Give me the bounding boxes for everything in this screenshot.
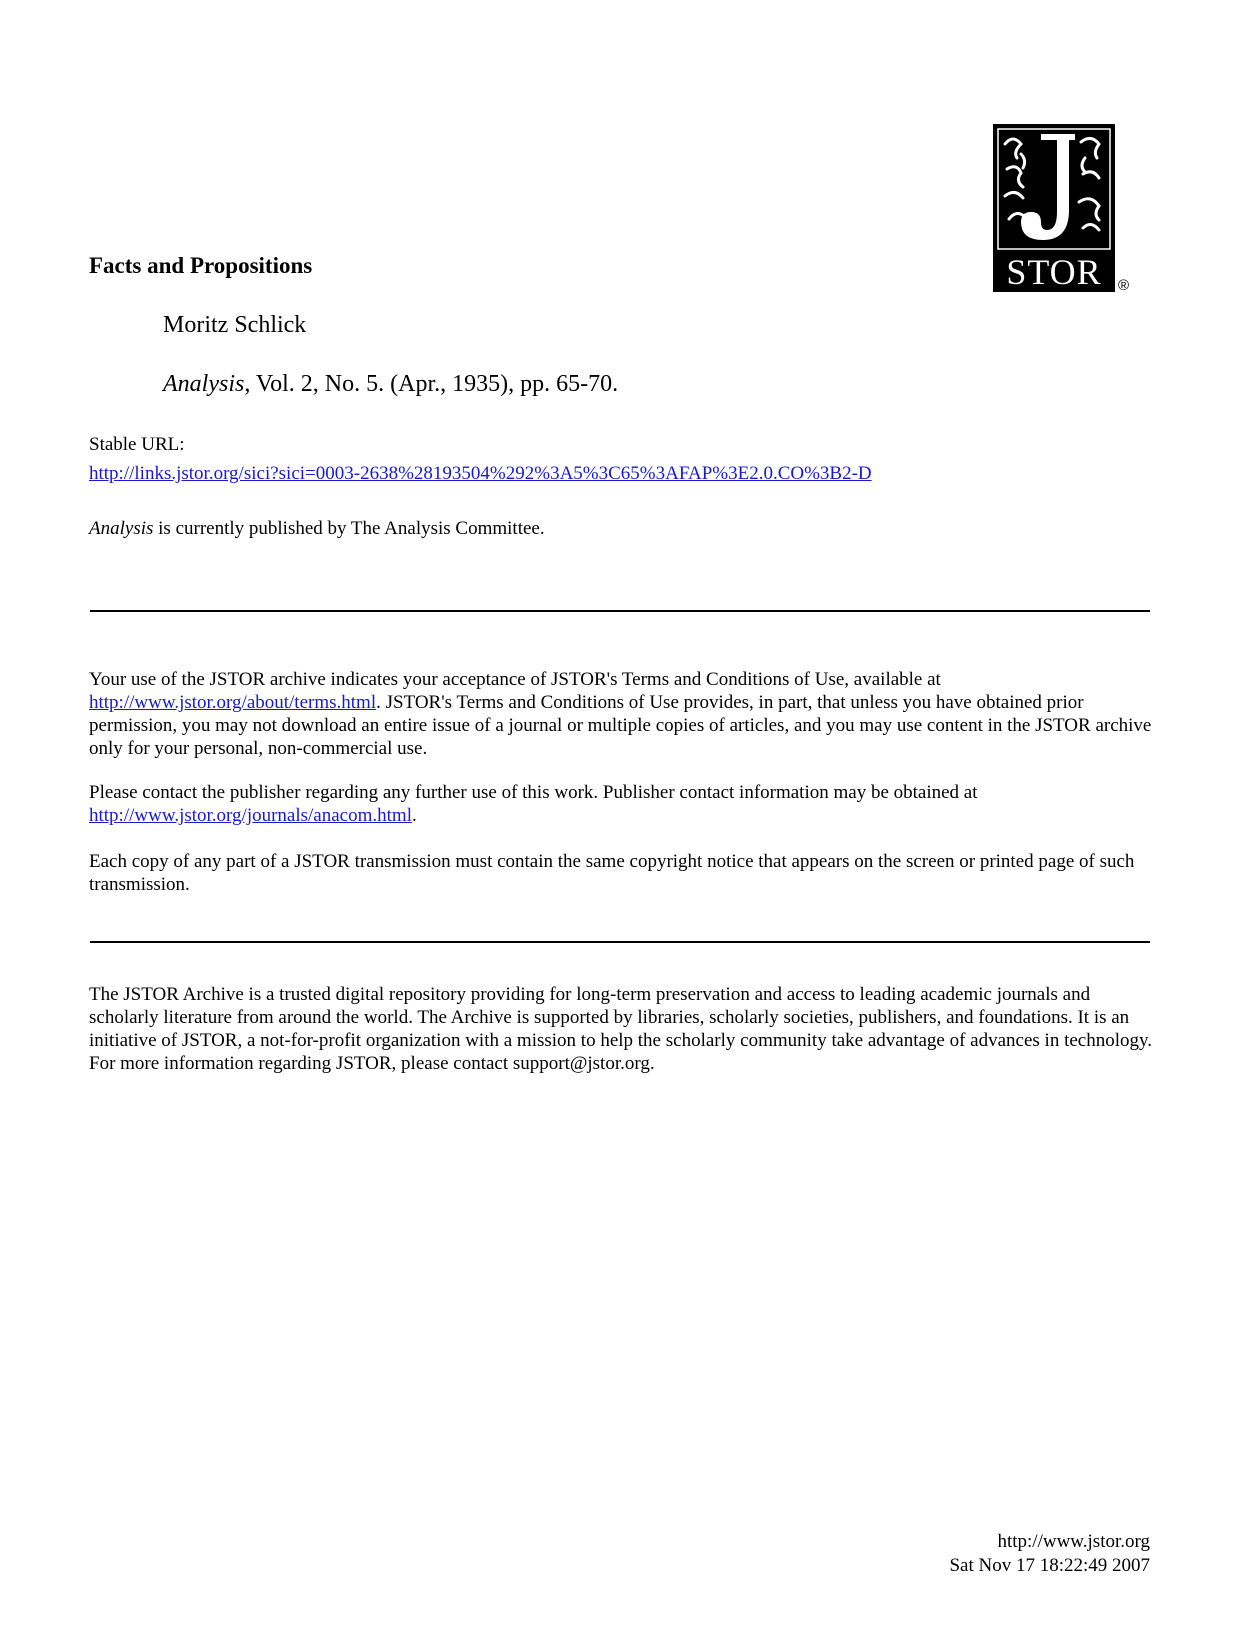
svg-text:STOR: STOR [1006,252,1102,292]
footer-site: http://www.jstor.org [997,1531,1150,1552]
stable-url-row [89,462,872,486]
publisher-journal-name: Analysis [89,518,154,539]
jstor-logo-icon [993,124,1115,292]
stable-url-link[interactable]: http://links.jstor.org/sici?sici=0003-2638%28193504%292%3A5%3C65%3AFAP%3E2.0.CO%3B2-D [89,463,872,484]
jstor-logo [993,124,1115,292]
terms-link[interactable]: http://www.jstor.org/about/terms.html [89,692,377,713]
article-citation [163,369,618,399]
stable-url-label: Stable URL: [89,434,185,455]
contact-text-start: Please contact the publisher regarding any further use of this work. Publisher contact information may be obtained at [89,782,978,803]
publisher-text: is currently published by The Analysis Committee. [153,518,545,539]
about-jstor-paragraph: The JSTOR Archive is a trusted digital repository providing for long-term preservation and access to leading academic journals and scholarly literature from around the world. The Archive is supported by libraries, scholarly societies, publishers, and foundations. It is an initiative of JSTOR, a not-for-profit organization with a mission to help the scholarly community take advantage of advances in technology. For more information regarding JSTOR, please contact support@jstor.org. [89,984,1153,1074]
contact-text-end: . [411,805,417,826]
copyright-notice-paragraph: Each copy of any part of a JSTOR transmission must contain the same copyright notice that appears on the screen or printed page of such transmission. [89,851,1135,895]
terms-text-start: Your use of the JSTOR archive indicates your acceptance of JSTOR's Terms and Conditions of Use, available at [89,669,941,690]
article-title: Facts and Propositions [89,253,313,278]
divider-bottom [90,941,1150,943]
registered-mark: ® [1118,277,1130,294]
publisher-line [89,517,545,541]
publisher-contact-link[interactable]: http://www.jstor.org/journals/anacom.html [89,805,412,826]
journal-name: Analysis [163,371,245,397]
citation-details: , Vol. 2, No. 5. (Apr., 1935), pp. 65-70. [244,371,619,397]
page-footer [949,1530,1150,1578]
divider-top [90,610,1150,612]
terms-paragraph [89,668,1159,760]
footer-timestamp: Sat Nov 17 18:22:49 2007 [949,1555,1150,1576]
terms-text-end: . JSTOR's Terms and Conditions of Use provides, in part, that unless you have obtained prior permission, you may not download an entire issue of a journal or multiple copies of articles, and you may use content in the JSTOR archive only for your personal, non-commercial use. [89,692,1152,759]
publisher-contact-paragraph [89,781,1159,827]
article-author: Moritz Schlick [163,312,307,338]
